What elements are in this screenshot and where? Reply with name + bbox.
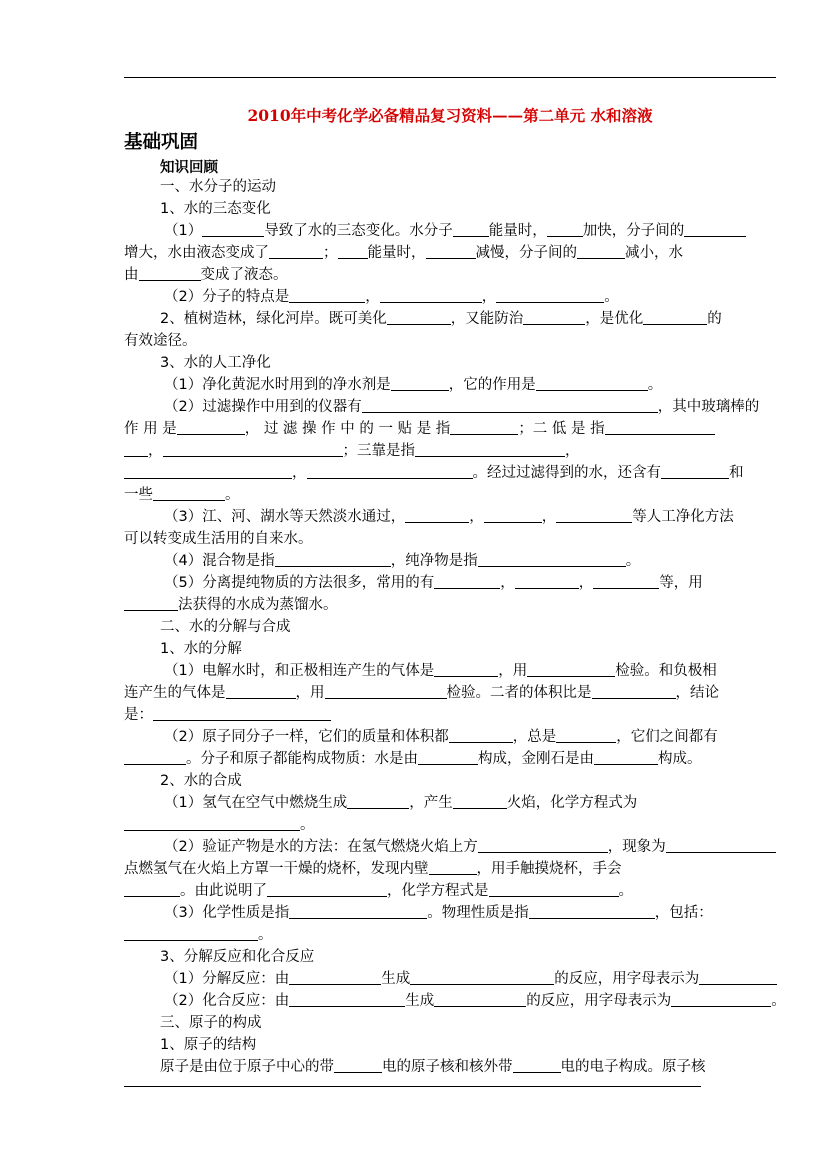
text-line <box>124 882 633 900</box>
line-text: 变成了液态。 <box>200 267 288 283</box>
fill-in-blank <box>153 486 225 501</box>
line-text: 。由此说明了 <box>180 883 267 899</box>
line-text: 。 <box>625 553 641 569</box>
fill-in-blank <box>387 310 451 325</box>
text-line <box>124 926 273 944</box>
fill-in-blank <box>592 684 676 699</box>
line-text: 构成，金刚石是由 <box>478 751 594 767</box>
text-line <box>160 618 291 636</box>
fill-in-blank <box>347 794 409 809</box>
line-text: 一、水分子的运动 <box>160 179 276 195</box>
line-text: ，用 <box>295 685 325 701</box>
line-text: ，它们之间都有 <box>616 729 718 745</box>
line-text: 有效途径。 <box>124 333 197 349</box>
line-text: 的反应，用字母表示为 <box>554 971 700 987</box>
line-text: ，产生 <box>409 795 453 811</box>
line-text: 3、分解反应和化合反应 <box>160 949 315 965</box>
line-text: 是： <box>124 707 153 723</box>
fill-in-blank <box>418 750 478 765</box>
line-text: （1） <box>164 223 203 239</box>
line-text: 原子是由位于原子中心的带 <box>160 1059 334 1075</box>
line-text: 。 <box>618 883 633 899</box>
text-line <box>164 398 759 416</box>
fill-in-blank <box>380 288 482 303</box>
line-text: （2）分子的特点是 <box>164 289 290 305</box>
fill-in-blank <box>699 970 777 985</box>
fill-in-blank <box>362 398 658 413</box>
fill-in-blank <box>594 750 658 765</box>
section-heading: 基础巩固 <box>124 132 199 153</box>
footer-rule <box>124 1086 701 1087</box>
text-line <box>164 222 746 240</box>
line-text: 减慢，分子间的 <box>475 245 577 261</box>
line-text: （2）化合反应：由 <box>164 993 290 1009</box>
fill-in-blank <box>450 420 518 435</box>
text-line <box>160 1058 706 1076</box>
line-text: （5）分离提纯物质的方法很多，常用的有 <box>164 575 435 591</box>
fill-in-blank <box>529 904 655 919</box>
fill-in-blank <box>523 310 585 325</box>
fill-in-blank <box>484 508 542 523</box>
line-text: 3、水的人工净化 <box>160 355 271 371</box>
fill-in-blank <box>415 442 565 457</box>
line-text: ， <box>481 289 497 305</box>
line-text: （1）净化黄泥水时用到的净水剂是 <box>164 377 391 393</box>
fill-in-blank <box>391 376 449 391</box>
line-text: ，用 <box>498 663 528 679</box>
line-text: 点燃氢气在火焰上方罩一干燥的烧杯，发现内壁 <box>124 861 429 877</box>
fill-in-blank <box>139 266 201 281</box>
text-line <box>124 266 288 284</box>
line-text: ， <box>292 465 307 481</box>
line-text: 二、水的分解与合成 <box>160 619 291 635</box>
fill-in-blank <box>453 794 507 809</box>
line-text: 的 <box>707 311 722 327</box>
line-text: 法获得的水成为蒸馏水。 <box>178 597 338 613</box>
fill-in-blank <box>496 288 604 303</box>
line-text: 。 <box>604 289 619 305</box>
line-text: 由 <box>124 267 139 283</box>
line-text: 可以转变成生活用的自来水。 <box>124 531 313 547</box>
line-text: ，它的作用是 <box>448 377 536 393</box>
fill-in-blank <box>202 222 264 237</box>
line-text: ， <box>541 509 557 525</box>
line-text: 作 用 是 <box>124 421 177 437</box>
line-text: 。 <box>771 993 786 1009</box>
line-text: 。分子和原子都能构成物质：水是由 <box>186 751 418 767</box>
fill-in-blank <box>605 420 715 435</box>
document-title: 2010年中考化学必备精品复习资料——第二单元 水和溶液 <box>247 106 653 125</box>
line-text: ；三靠是指 <box>342 443 415 459</box>
line-text: （3）化学性质是指 <box>164 905 290 921</box>
text-line <box>124 486 240 504</box>
line-text: ， 过 滤 操 作 中 的 一 贴 是 指 <box>244 421 451 437</box>
line-text: 2、植树造林，绿化河岸。既可美化 <box>160 311 387 327</box>
fill-in-blank <box>267 882 387 897</box>
text-line <box>124 464 744 482</box>
line-text: ，用手触摸烧杯，手会 <box>476 861 622 877</box>
text-line <box>160 640 242 658</box>
text-line <box>124 442 580 460</box>
fill-in-blank <box>269 244 323 259</box>
fill-in-blank <box>515 574 579 589</box>
text-line <box>164 992 786 1010</box>
text-line <box>164 574 703 592</box>
fill-in-blank <box>434 662 498 677</box>
text-line <box>164 728 718 746</box>
fill-in-blank <box>556 728 616 743</box>
line-text: 。 <box>225 487 240 503</box>
text-line <box>160 948 314 966</box>
line-text: （3）江、河、湖水等天然淡水通过， <box>164 509 406 525</box>
line-text: 。 <box>300 817 315 833</box>
text-line <box>124 684 719 702</box>
fill-in-blank <box>124 882 180 897</box>
text-line <box>164 288 619 306</box>
line-text: （1）氢气在空气中燃烧生成 <box>164 795 348 811</box>
text-line <box>164 904 713 922</box>
fill-in-blank <box>429 860 477 875</box>
line-text: 增大，水由液态变成了 <box>124 245 269 261</box>
text-line <box>124 420 715 438</box>
line-text: ，现象为 <box>607 839 666 855</box>
line-text: 电的原子核和核外带 <box>382 1059 513 1075</box>
fill-in-blank <box>547 222 583 237</box>
line-text: 。经过过滤得到的水，还含有 <box>472 465 661 481</box>
header-rule <box>124 77 776 78</box>
line-text: ，包括： <box>654 905 713 921</box>
text-line <box>124 816 315 834</box>
line-text: （2）验证产物是水的方法：在氢气燃烧火焰上方 <box>164 839 478 855</box>
line-text: 电的电子构成。原子核 <box>560 1059 706 1075</box>
line-text: （2）过滤操作中用到的仪器有 <box>164 399 362 415</box>
fill-in-blank <box>124 464 292 479</box>
text-line <box>160 1036 256 1054</box>
line-text: 生成 <box>405 993 435 1009</box>
fill-in-blank <box>527 662 615 677</box>
line-text: 等人工净化方法 <box>632 509 734 525</box>
text-line <box>164 970 777 988</box>
text-line <box>164 376 662 394</box>
fill-in-blank <box>163 442 343 457</box>
fill-in-blank <box>289 992 405 1007</box>
fill-in-blank <box>124 816 300 831</box>
text-line <box>164 794 637 812</box>
line-text: ，化学方程式是 <box>387 883 489 899</box>
text-line <box>164 838 776 856</box>
line-text: 连产生的气体是 <box>124 685 226 701</box>
line-text: ，是优化 <box>585 311 644 327</box>
fill-in-blank <box>338 244 368 259</box>
line-text: 减小，水 <box>625 245 683 261</box>
line-text: （1）电解水时，和正极相连产生的气体是 <box>164 663 435 679</box>
fill-in-blank <box>124 596 178 611</box>
line-text: ，纯净物是指 <box>390 553 478 569</box>
line-text: 导致了水的三态变化。水分子 <box>264 223 453 239</box>
fill-in-blank <box>666 838 776 853</box>
fill-in-blank <box>124 750 186 765</box>
fill-in-blank <box>289 904 427 919</box>
line-text: 构成。 <box>658 751 702 767</box>
fill-in-blank <box>289 970 381 985</box>
fill-in-blank <box>453 222 489 237</box>
line-text: ， <box>148 443 163 459</box>
line-text: ， <box>365 289 380 305</box>
fill-in-blank <box>643 310 707 325</box>
text-line <box>124 332 197 350</box>
line-text: 生成 <box>381 971 411 987</box>
text-line <box>124 750 702 768</box>
fill-in-blank <box>153 706 331 721</box>
fill-in-blank <box>405 508 469 523</box>
fill-in-blank <box>661 464 729 479</box>
text-line <box>124 596 338 614</box>
fill-in-blank <box>434 574 500 589</box>
line-text: ，其中玻璃棒的 <box>657 399 760 415</box>
text-line <box>160 1014 262 1032</box>
fill-in-blank <box>426 244 476 259</box>
line-text: 1、水的三态变化 <box>160 201 271 217</box>
line-text: （2）原子同分子一样，它们的质量和体积都 <box>164 729 449 745</box>
fill-in-blank <box>513 1058 561 1073</box>
fill-in-blank <box>434 992 526 1007</box>
fill-in-blank <box>410 970 554 985</box>
line-text: 。 <box>647 377 663 393</box>
line-text: 能量时， <box>488 223 547 239</box>
line-text: ，又能防治 <box>450 311 524 327</box>
fill-in-blank <box>325 684 447 699</box>
text-line <box>124 860 622 878</box>
fill-in-blank <box>334 1058 382 1073</box>
text-line <box>164 508 734 526</box>
line-text: ， <box>578 575 594 591</box>
text-line <box>160 178 276 196</box>
text-line <box>124 244 683 262</box>
text-line <box>124 530 313 548</box>
fill-in-blank <box>449 728 513 743</box>
text-line <box>160 200 271 218</box>
line-text: 三、原子的构成 <box>160 1015 262 1031</box>
fill-in-blank <box>577 244 625 259</box>
fill-in-blank <box>177 420 245 435</box>
fill-in-blank <box>307 464 473 479</box>
text-line <box>160 310 722 328</box>
fill-in-blank <box>593 574 659 589</box>
line-text: ， <box>500 575 515 591</box>
line-text: （4）混合物是指 <box>164 553 275 569</box>
line-text: ，总是 <box>512 729 557 745</box>
text-line <box>160 772 242 790</box>
line-text: ；二 低 是 指 <box>518 421 605 437</box>
line-text: 1、原子的结构 <box>160 1037 257 1053</box>
fill-in-blank <box>124 926 258 941</box>
fill-in-blank <box>536 376 648 391</box>
line-text: 能量时， <box>367 245 426 261</box>
line-text: 1、水的分解 <box>160 641 242 657</box>
line-text: 和 <box>729 465 744 481</box>
line-text: 等，用 <box>659 575 703 591</box>
line-text: 检验。和负极相 <box>615 663 717 679</box>
line-text: 2、水的合成 <box>160 773 242 789</box>
line-text: （1）分解反应：由 <box>164 971 290 987</box>
fill-in-blank <box>684 222 746 237</box>
line-text: 一些 <box>124 487 153 503</box>
line-text: 加快，分子间的 <box>582 223 685 239</box>
line-text: ，结论 <box>675 685 719 701</box>
fill-in-blank <box>275 552 391 567</box>
text-line <box>164 552 640 570</box>
line-text: ， <box>469 509 484 525</box>
fill-in-blank <box>478 838 608 853</box>
fill-in-blank <box>671 992 771 1007</box>
fill-in-blank <box>489 882 619 897</box>
fill-in-blank <box>478 552 626 567</box>
fill-in-blank <box>226 684 296 699</box>
subsection-heading: 知识回顾 <box>160 159 218 176</box>
fill-in-blank <box>124 442 148 457</box>
line-text: ， <box>565 443 580 459</box>
line-text: ； <box>323 245 338 261</box>
fill-in-blank <box>289 288 365 303</box>
line-text: 火焰，化学方程式为 <box>506 795 638 811</box>
line-text: 。 <box>258 927 273 943</box>
line-text: 检验。二者的体积比是 <box>446 685 592 701</box>
fill-in-blank <box>556 508 632 523</box>
text-line <box>160 354 271 372</box>
line-text: 的反应，用字母表示为 <box>526 993 672 1009</box>
text-line <box>124 706 331 724</box>
line-text: 。物理性质是指 <box>427 905 529 921</box>
text-line <box>164 662 717 680</box>
